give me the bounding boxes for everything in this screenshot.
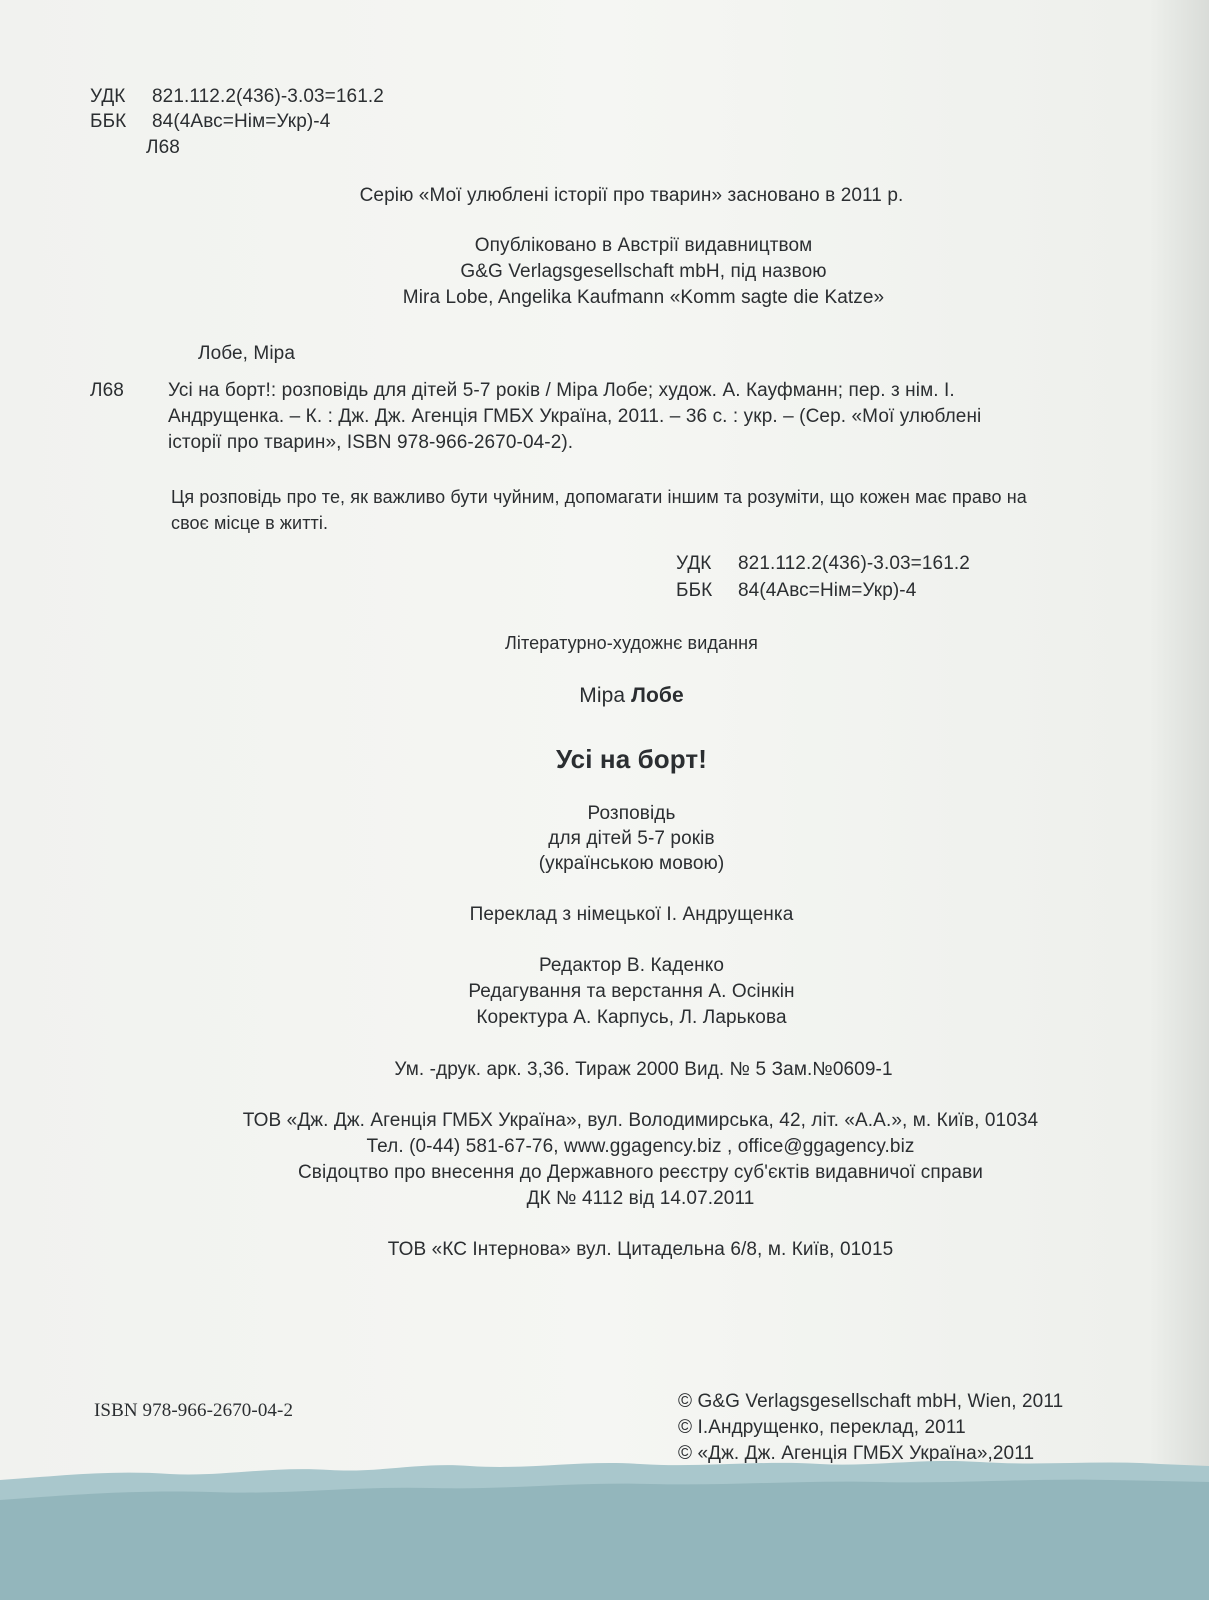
catalog-udk: УДК 821.112.2(436)-3.03=161.2	[676, 553, 970, 574]
annotation-line-2: своє місце в житті.	[171, 513, 329, 533]
print-info: Ум. -друк. арк. 3,36. Тираж 2000 Вид. № 5 Зам.№0609-1	[394, 1059, 893, 1080]
footer-isbn: ISBN 978-966-2670-04-2	[94, 1400, 294, 1421]
water-wave-front	[0, 1480, 1209, 1600]
original-publication-line-3: Mira Lobe, Angelika Kaufmann «Komm sagte die Katze»	[402, 287, 885, 308]
genre-line-1: Розповідь	[587, 803, 676, 824]
publisher-line-1: ТОВ «Дж. Дж. Агенція ГМБХ Україна», вул. Володимирська, 42, літ. «А.А.», м. Київ, 01034	[242, 1110, 1039, 1131]
credit-layout: Редагування та верстання А. Осінкін	[468, 981, 795, 1002]
header-udk: УДК 821.112.2(436)-3.03=161.2	[90, 86, 384, 107]
edition-type: Літературно-художнє видання	[504, 633, 759, 653]
genre-line-3: (українською мовою)	[538, 853, 725, 874]
publisher-line-2: Тел. (0-44) 581-67-76, www.ggagency.biz , office@ggagency.biz	[366, 1136, 915, 1157]
credit-proofreading: Коректура А. Карпусь, Л. Ларькова	[476, 1007, 787, 1028]
book-title: Усі на борт!	[556, 744, 707, 774]
translation-credit: Переклад з німецької І. Андрущенка	[469, 904, 794, 925]
copyright-line-1: © G&G Verlagsgesellschaft mbH, Wien, 2011	[678, 1391, 1064, 1412]
publisher-line-4: ДК № 4112 від 14.07.2011	[526, 1188, 755, 1209]
catalog-author-mark: Л68	[90, 380, 124, 401]
original-publication-line-2: G&G Verlagsgesellschaft mbH, під назвою	[460, 261, 827, 282]
printer-info: ТОВ «КС Інтернова» вул. Цитадельна 6/8, м. Київ, 01015	[387, 1239, 894, 1260]
annotation-line-1: Ця розповідь про те, як важливо бути чуйним, допомагати іншим та розуміти, що кожен має право на	[171, 487, 1027, 507]
catalog-description-line-1: Усі на борт!: розповідь для дітей 5-7 років / Міра Лобе; худож. А. Кауфманн; пер. з нім. І.	[168, 380, 955, 401]
header-author-mark: Л68	[146, 137, 180, 158]
catalog-author-heading: Лобе, Міра	[198, 343, 296, 364]
author-name: Міра Лобе	[579, 684, 684, 707]
copyright-line-2: © І.Андрущенко, переклад, 2011	[678, 1417, 966, 1438]
catalog-bbk: ББК 84(4Авс=Нім=Укр)-4	[676, 580, 917, 601]
catalog-description-line-2: Андрущенка. – К. : Дж. Дж. Агенція ГМБХ Україна, 2011. – 36 с. : укр. – (Сер. «Мої улюблені	[168, 406, 982, 427]
credit-editor: Редактор В. Каденко	[538, 955, 725, 976]
genre-line-2: для дітей 5-7 років	[548, 828, 715, 849]
publisher-line-3: Свідоцтво про внесення до Державного реєстру суб'єктів видавничої справи	[297, 1162, 983, 1183]
header-bbk: ББК 84(4Авс=Нім=Укр)-4	[90, 111, 331, 132]
series-note: Серію «Мої улюблені історії про тварин» засновано в 2011 р.	[359, 185, 904, 206]
water-illustration	[0, 1440, 1209, 1600]
original-publication-line-1: Опубліковано в Австрії видавництвом	[474, 235, 813, 256]
catalog-description-line-3: історії про тварин», ISBN 978-966-2670-04-2).	[168, 432, 574, 453]
copyright-line-3: © «Дж. Дж. Агенція ГМБХ Україна»,2011	[678, 1443, 1035, 1464]
